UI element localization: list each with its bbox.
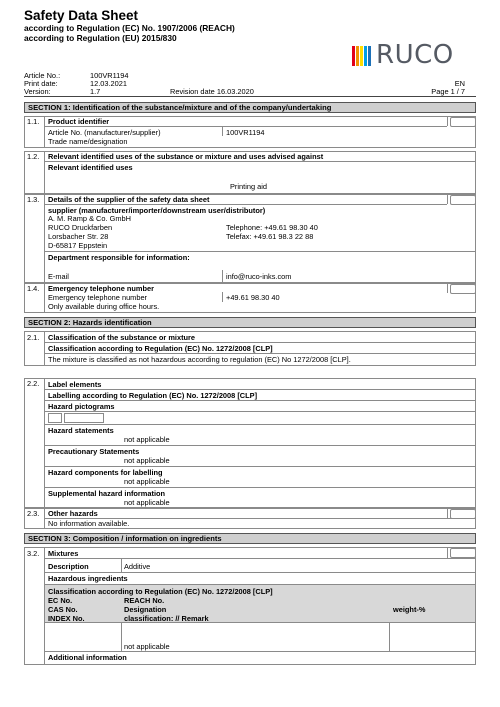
other-hazards-heading: Other hazards <box>48 509 98 518</box>
article-no-label: Article No. (manufacturer/supplier) <box>48 128 161 137</box>
col-divider <box>447 116 448 126</box>
row-divider <box>44 466 476 467</box>
section-1-heading: SECTION 1: Identification of the substance/mixture and of the company/undertaking <box>24 102 476 113</box>
article-label: Article No.: <box>24 71 61 80</box>
logo-text: RUCO <box>376 40 454 70</box>
section-number: 3.2. <box>27 549 40 558</box>
article-no-value: 100VR1194 <box>226 128 265 137</box>
emergency-heading: Emergency telephone number <box>48 284 154 293</box>
col-ec-no: EC No. <box>48 596 73 605</box>
row-divider <box>44 424 476 425</box>
version-label: Version: <box>24 87 51 96</box>
hazard-statements-value: not applicable <box>124 435 170 444</box>
uses-value: Printing aid <box>230 182 267 191</box>
precautionary-heading: Precautionary Statements <box>48 447 140 456</box>
address-line-1: A. M. Ramp & Co. GmbH <box>48 214 131 223</box>
supplemental-value: not applicable <box>124 498 170 507</box>
classification-heading: Classification of the substance or mixture <box>48 333 196 342</box>
components-value: not applicable <box>124 477 170 486</box>
section-3-2-marker <box>450 548 476 558</box>
row-divider <box>44 389 476 390</box>
row-divider <box>44 651 476 652</box>
section-1-4-marker <box>450 284 476 294</box>
pictogram-placeholder <box>64 413 104 423</box>
col-divider <box>121 558 122 572</box>
row-divider <box>44 126 447 127</box>
row-divider <box>44 251 476 252</box>
col-index-no: INDEX No. <box>48 614 85 623</box>
col-divider <box>121 622 122 651</box>
telephone: Telephone: +49.61 98.30 40 <box>226 223 318 232</box>
ingredients-value: not applicable <box>124 642 170 651</box>
print-date-label: Print date: <box>24 79 58 88</box>
row-divider <box>44 487 476 488</box>
additional-information-heading: Additional information <box>48 653 127 662</box>
office-hours-note: Only available during office hours. <box>48 302 160 311</box>
version-value: 1.7 <box>90 87 101 96</box>
other-hazards-value: No information available. <box>48 519 130 528</box>
col-divider <box>447 283 448 293</box>
row-divider <box>44 445 476 446</box>
regulation-subtitle-1: according to Regulation (EC) No. 1907/2006 (REACH) <box>24 23 235 33</box>
description-value: Additive <box>124 562 151 571</box>
email-label: E-mail <box>48 272 69 281</box>
row-divider <box>44 161 476 162</box>
col-divider <box>44 151 45 194</box>
hazardous-ingredients-heading: Hazardous ingredients <box>48 574 128 583</box>
email-value[interactable]: info@ruco-inks.com <box>226 272 292 281</box>
col-reach-no: REACH No. <box>124 596 165 605</box>
section-number: 2.1. <box>27 333 40 342</box>
row-divider <box>44 572 476 573</box>
section-2-3-marker <box>450 509 476 519</box>
mixtures-heading: Mixtures <box>48 549 79 558</box>
classification-heading-3: Classification according to Regulation (EC) No. 1272/2008 [CLP] <box>48 587 273 596</box>
section-number: 1.2. <box>27 152 40 161</box>
department-heading: Department responsible for information: <box>48 253 190 262</box>
col-divider <box>44 194 45 283</box>
section-1-3-marker <box>450 195 476 205</box>
supplier-subheading: supplier (manufacturer/importer/downstream user/distributor) <box>48 206 266 215</box>
col-divider <box>389 622 390 651</box>
row-divider <box>44 400 476 401</box>
article-value: 100VR1194 <box>90 71 129 80</box>
header-divider <box>24 96 476 97</box>
emergency-value: +49.61 98.30 40 <box>226 293 280 302</box>
ruco-logo-mark-icon <box>352 46 372 66</box>
row-divider <box>44 622 476 623</box>
col-divider <box>447 508 448 518</box>
col-divider <box>222 126 223 136</box>
telefax: Telefax: +49.61 98.3 22 88 <box>226 232 314 241</box>
address-line-2: RUCO Druckfarben <box>48 223 113 232</box>
hazard-statements-heading: Hazard statements <box>48 426 114 435</box>
col-divider <box>44 331 45 366</box>
page-number: Page 1 / 7 <box>431 87 465 96</box>
col-divider <box>447 547 448 558</box>
address-line-3: Lorsbacher Str. 28 <box>48 232 109 241</box>
print-date-value: 12.03.2021 <box>90 79 127 88</box>
col-divider <box>222 270 223 283</box>
supplemental-heading: Supplemental hazard information <box>48 489 166 498</box>
trade-name-label: Trade name/designation <box>48 137 128 146</box>
section-number: 2.2. <box>27 379 40 388</box>
col-weight: weight-% <box>393 605 426 614</box>
uses-subheading: Relevant identified uses <box>48 163 133 172</box>
col-divider <box>44 378 45 508</box>
supplier-heading: Details of the supplier of the safety data sheet <box>48 195 210 204</box>
row-divider <box>44 353 476 354</box>
section-number: 1.1. <box>27 117 40 126</box>
col-divider <box>44 283 45 313</box>
col-divider <box>222 292 223 302</box>
section-1-1-marker <box>450 117 476 127</box>
col-divider <box>44 116 45 148</box>
section-2-heading: SECTION 2: Hazards identification <box>24 317 476 328</box>
language-code: EN <box>454 79 465 88</box>
components-heading: Hazard components for labelling <box>48 468 163 477</box>
col-cas-no: CAS No. <box>48 605 78 614</box>
section-3-heading: SECTION 3: Composition / information on ingredients <box>24 533 476 544</box>
row-divider <box>44 204 447 205</box>
row-divider <box>44 342 476 343</box>
document-title: Safety Data Sheet <box>24 8 139 23</box>
col-remark: classification: // Remark <box>124 614 209 623</box>
uses-heading: Relevant identified uses of the substance or mixture and uses advised against <box>48 152 324 161</box>
precautionary-value: not applicable <box>124 456 170 465</box>
section-number: 2.3. <box>27 509 40 518</box>
col-designation: Designation <box>124 605 167 614</box>
label-elements-heading: Label elements <box>48 380 102 389</box>
classification-subheading: Classification according to Regulation (EC) No. 1272/2008 [CLP] <box>48 344 273 353</box>
address-line-4: D-65817 Eppstein <box>48 241 108 250</box>
section-number: 1.4. <box>27 284 40 293</box>
regulation-subtitle-2: according to Regulation (EU) 2015/830 <box>24 33 177 43</box>
pictogram-placeholder <box>48 413 62 423</box>
col-divider <box>447 194 448 204</box>
description-label: Description <box>48 562 89 571</box>
ruco-logo <box>352 40 476 70</box>
emergency-label: Emergency telephone number <box>48 293 148 302</box>
section-number: 1.3. <box>27 195 40 204</box>
classification-text: The mixture is classified as not hazardous according to regulation (EC) No 1272/2008 [CLP]. <box>48 355 351 364</box>
product-identifier-heading: Product identifier <box>48 117 110 126</box>
labelling-subheading: Labelling according to Regulation (EC) No. 1272/2008 [CLP] <box>48 391 258 400</box>
pictograms-heading: Hazard pictograms <box>48 402 115 411</box>
row-divider <box>44 411 476 412</box>
row-divider <box>44 558 476 559</box>
revision-date: Revision date 16.03.2020 <box>170 87 254 96</box>
